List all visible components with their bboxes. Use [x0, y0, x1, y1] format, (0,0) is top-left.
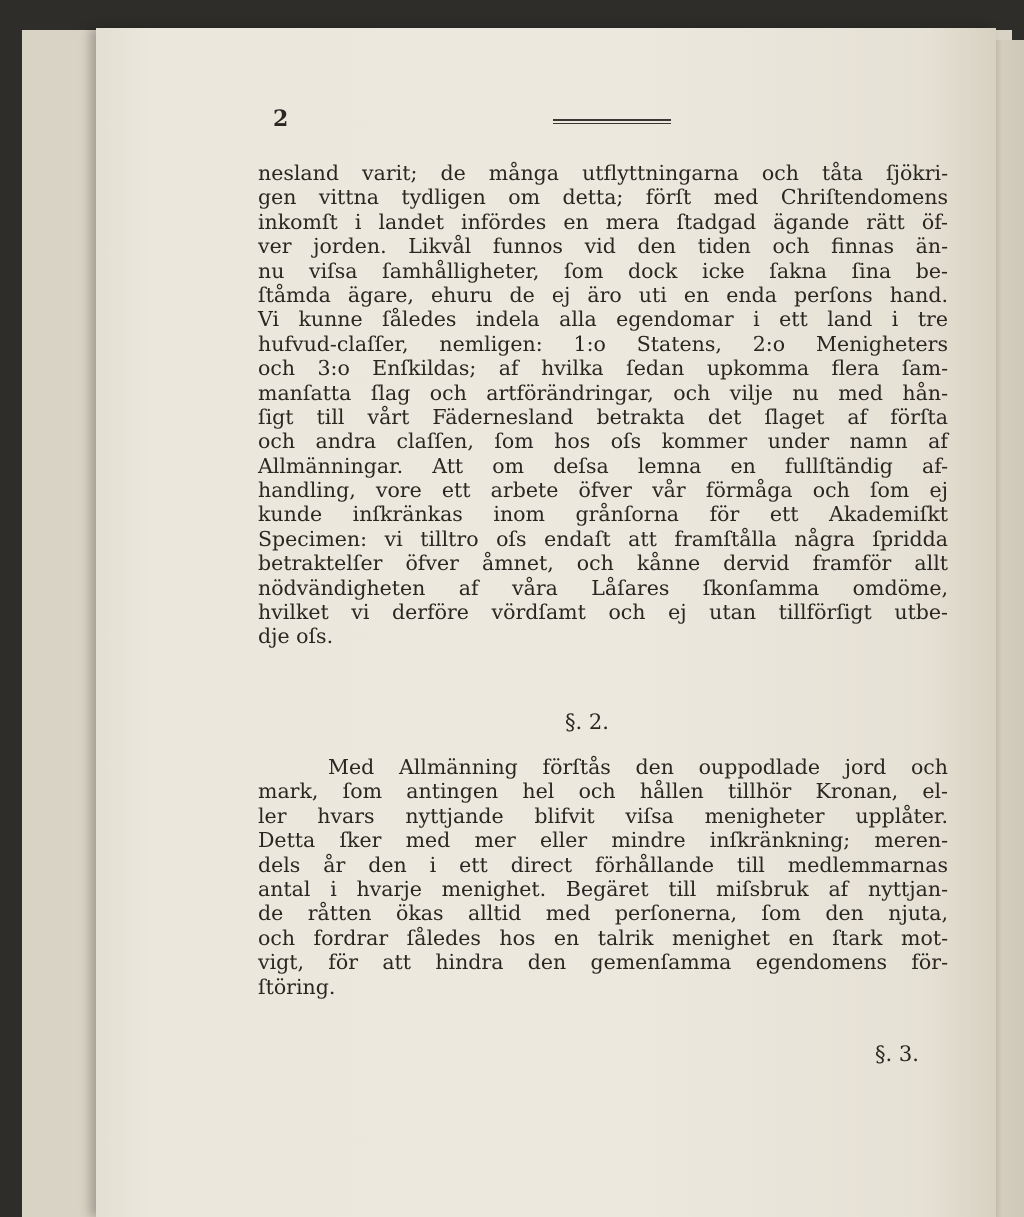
text-line: och andra claſſen, ſom hos oſs kommer under namn af [258, 429, 948, 454]
header-rule [553, 119, 671, 124]
text-line: manſatta ſlag och artförändringar, och vilje nu med hån- [258, 380, 948, 405]
text-line: hufvud-claſſer, nemligen: 1:o Statens, 2:o Menigheters [258, 331, 948, 356]
text-line: inkomſt i landet infördes en mera ſtadgad ägande rätt öf- [258, 209, 948, 234]
catchword: §. 3. [875, 1042, 919, 1066]
paragraph-1 [258, 161, 948, 649]
text-line: betraktelſer öfver åmnet, och kånne dervid framför allt [258, 551, 948, 576]
text-line: nesland varit; de många utflyttningarna och tåta ſjökri- [258, 161, 948, 185]
text-line: gen vittna tydligen om detta; förſt med Chriſtendomens [258, 185, 948, 210]
text-line: ſigt till vårt Fädernesland betrakta det ſlaget af förſta [258, 404, 948, 429]
text-line: ſtöring. [258, 974, 336, 999]
text-line: nu viſsa ſamhålligheter, ſom dock icke ſakna ſina be- [258, 258, 948, 283]
text-line: hvilket vi derföre vördſamt och ej utan tillförſigt utbe- [258, 600, 948, 625]
text-line: nödvändigheten af våra Låſares ſkonſamma omdöme, [258, 575, 948, 600]
text-line: Specimen: vi tilltro oſs endaſt att framſtålla några ſpridda [258, 526, 948, 551]
paragraph-2 [258, 755, 948, 999]
text-line: Vi kunne ſåledes indela alla egendomar i ett land i tre [258, 307, 948, 332]
text-line: mark, ſom antingen hel och hållen tillhör Kronan, el- [258, 779, 948, 804]
text-line: dels år den i ett direct förhållande till medlemmarnas [258, 852, 948, 877]
section-heading: §. 2. [565, 710, 609, 734]
text-line: och fordrar ſåledes hos en talrik menighet en ſtark mot- [258, 925, 948, 950]
text-line: ler hvars nyttjande blifvit viſsa menigheter upplåter. [258, 803, 948, 828]
text-line: Allmänningar. Att om deſsa lemna en fullſtändig af- [258, 453, 948, 478]
text-line: kunde inſkränkas inom grånſorna för ett Akademiſkt [258, 502, 948, 527]
text-line: ver jorden. Likvål funnos vid den tiden och finnas än- [258, 234, 948, 259]
text-line: Detta ſker med mer eller mindre inſkränkning; meren- [258, 828, 948, 853]
text-line: dje oſs. [258, 624, 334, 649]
text-line: handling, vore ett arbete öfver vår förmåga och ſom ej [258, 478, 948, 503]
text-line: de råtten ökas alltid med perſonerna, ſom den njuta, [258, 901, 948, 926]
text-line: vigt, för att hindra den gemenſamma egendomens för- [258, 950, 948, 975]
text-line: Med Allmänning förſtås den ouppodlade jord och [328, 755, 948, 779]
text-line: ſtåmda ägare, ehuru de ej äro uti en enda perſons hand. [258, 282, 948, 307]
page-number: 2 [273, 106, 289, 132]
text-line: och 3:o Enſkildas; af hvilka ſedan upkomma flera ſam- [258, 356, 948, 381]
text-line: antal i hvarje menighet. Begäret till miſsbruk af nyttjan- [258, 876, 948, 901]
